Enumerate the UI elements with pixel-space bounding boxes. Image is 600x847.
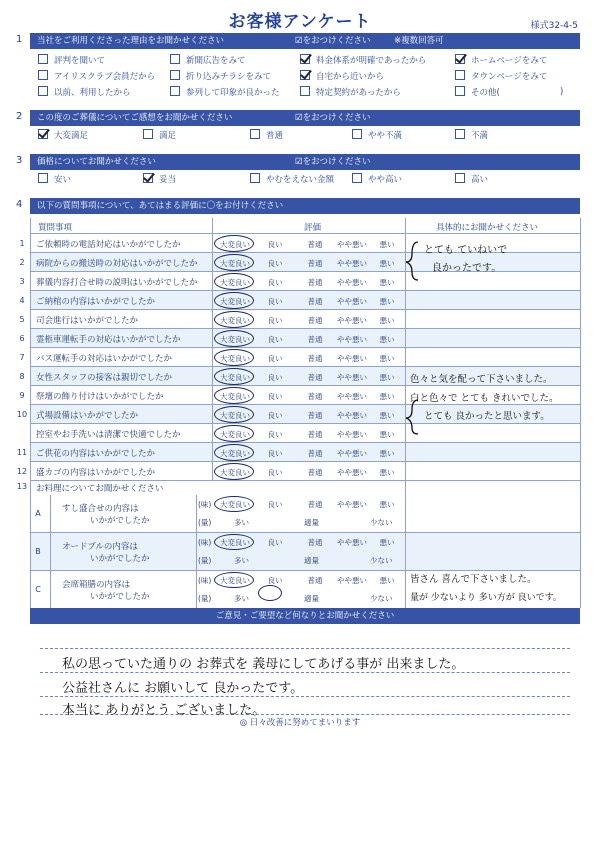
amount-label: (量) <box>198 518 212 527</box>
question-text: 祭壇の飾り付けはいかがでしたか <box>36 392 164 402</box>
rating-option[interactable]: 普通 <box>307 468 323 477</box>
form-title: お客様アンケート <box>228 12 372 32</box>
checkbox-label: ホームページをみて <box>471 56 548 66</box>
rating-option[interactable]: 悪い <box>379 430 395 439</box>
rating-option[interactable]: 大変良い <box>220 335 250 344</box>
taste-rating-option[interactable]: やや悪い <box>337 500 367 509</box>
question-text: ご供花の内容はいかがでしたか <box>36 449 156 459</box>
food-question-line-2: いかがでしたか <box>90 592 150 602</box>
question-text: 霊柩車運転手の対応はいかがでしたか <box>36 335 181 345</box>
rating-option[interactable]: やや悪い <box>337 335 367 344</box>
question-text: ご依頼時の電話対応はいかがでしたか <box>36 240 181 250</box>
comment-q8: 色々と気を配って下さいました。 <box>410 374 553 385</box>
taste-rating-option[interactable]: 大変良い <box>220 576 250 585</box>
row-number: 11 <box>16 448 28 457</box>
checkbox-label: やや高い <box>368 175 403 185</box>
header-evaluation: 評価 <box>304 223 322 233</box>
section-3-number: 3 <box>16 155 23 166</box>
rating-option[interactable]: 悪い <box>379 392 395 401</box>
amount-rating-option[interactable]: 多い <box>234 556 249 565</box>
header-details: 具体的にお聞かせください <box>436 223 539 233</box>
rating-option[interactable]: 大変良い <box>220 392 250 401</box>
rating-option[interactable]: やや悪い <box>337 297 367 306</box>
rating-option[interactable]: 良い <box>267 335 283 344</box>
rating-option[interactable]: 悪い <box>379 335 395 344</box>
rating-option[interactable]: やや悪い <box>337 468 367 477</box>
amount-rating-option[interactable]: 適量 <box>304 594 319 603</box>
rating-option[interactable]: 普通 <box>307 449 323 458</box>
food-letter: B <box>35 547 41 556</box>
checkbox-label: 満足 <box>159 131 177 141</box>
checkbox-label: タウンページをみて <box>471 72 548 82</box>
rating-option[interactable]: 良い <box>267 240 283 249</box>
section-3-heading: 価格についてお聞かせください <box>37 157 156 167</box>
comment-q1-line-2: 良かったです。 <box>432 263 502 274</box>
amount-rating-option[interactable]: 適量 <box>304 556 319 565</box>
amount-label: (量) <box>198 594 212 603</box>
question-text: ご納棺の内容はいかがでしたか <box>36 297 156 307</box>
taste-rating-option[interactable]: 普通 <box>307 576 323 585</box>
food-question-line-1: 会席箱膳の内容は <box>62 580 131 590</box>
checkbox-label: 普通 <box>266 131 284 141</box>
comment-line-1: 私の思っていた通りの お葬式を 義母にしてあげる事が 出来ました。 <box>62 657 465 672</box>
rating-option[interactable]: 大変良い <box>220 430 250 439</box>
rating-option[interactable]: 良い <box>267 373 283 382</box>
row-number: 7 <box>19 353 25 362</box>
food-question-line-2: いかがでしたか <box>90 516 150 526</box>
question-text: 葬儀内容打合せ時の説明はいかがでしたか <box>36 278 198 288</box>
rating-option[interactable]: やや悪い <box>337 411 367 420</box>
rating-option[interactable]: 良い <box>267 411 283 420</box>
rating-option[interactable]: 悪い <box>379 278 395 287</box>
checkbox-label: 特定契約があったから <box>316 88 401 98</box>
rating-option[interactable]: やや悪い <box>337 316 367 325</box>
rating-option[interactable]: やや悪い <box>337 449 367 458</box>
section-4-heading: 以下の質問事項について、あてはまる評価に〇をお付けください <box>37 201 284 211</box>
question-13: お料理についてお聞かせください <box>36 484 164 494</box>
amount-rating-option[interactable]: 適量 <box>304 518 319 527</box>
rating-option[interactable]: 大変良い <box>220 240 250 249</box>
taste-rating-option[interactable]: 悪い <box>379 500 395 509</box>
question-text: 女性スタッフの接客は親切でしたか <box>36 373 173 383</box>
row-number: 10 <box>16 410 28 419</box>
rating-option[interactable]: 良い <box>267 430 283 439</box>
question-text: 病院からの搬送時の対応はいかがでしたか <box>36 259 198 269</box>
rating-option[interactable]: やや悪い <box>337 373 367 382</box>
rating-option[interactable]: 大変良い <box>220 354 250 363</box>
section-4-number: 4 <box>16 199 23 210</box>
checkbox-label: 新聞広告をみて <box>186 56 246 66</box>
rating-option[interactable]: 大変良い <box>220 373 250 382</box>
checkbox-label: アイリスクラブ会員だから <box>54 72 156 82</box>
section-2-heading: この度のご葬儀についてご感想をお聞かせください <box>37 113 233 123</box>
rating-option[interactable]: 大変良い <box>220 411 250 420</box>
rating-option[interactable]: 大変良い <box>220 259 250 268</box>
checkbox-label: やや不満 <box>368 131 403 141</box>
rating-option[interactable]: 良い <box>267 449 283 458</box>
row-number: 2 <box>19 258 25 267</box>
food-letter: C <box>35 585 41 594</box>
amount-rating-option[interactable]: 多い <box>234 518 249 527</box>
rating-option[interactable]: 普通 <box>307 278 323 287</box>
rating-option[interactable]: 大変良い <box>220 316 250 325</box>
checkbox-label: 高い <box>471 175 489 185</box>
taste-rating-option[interactable]: 悪い <box>379 538 395 547</box>
rating-option[interactable]: 悪い <box>379 297 395 306</box>
rating-option[interactable]: 悪い <box>379 316 395 325</box>
rating-option[interactable]: 良い <box>267 354 283 363</box>
rating-option[interactable]: やや悪い <box>337 354 367 363</box>
question-text: 司会進行はいかがでしたか <box>36 316 139 326</box>
food-question-line-1: オードブルの内容は <box>62 542 138 552</box>
rating-option[interactable]: 悪い <box>379 373 395 382</box>
taste-rating-option[interactable]: 普通 <box>307 538 323 547</box>
rating-option[interactable]: 普通 <box>307 392 323 401</box>
rating-option[interactable]: 普通 <box>307 259 323 268</box>
rating-option[interactable]: 良い <box>267 468 283 477</box>
comment-food-c-line-2: 量が 少ないより 多い方が 良いです。 <box>410 593 562 603</box>
rating-option[interactable]: 普通 <box>307 430 323 439</box>
amount-rating-option[interactable]: 少ない <box>370 518 393 527</box>
comment-food-c-line-1: 皆さん 喜んで下さいました。 <box>410 574 537 585</box>
rating-option[interactable]: 普通 <box>307 297 323 306</box>
checkbox-label: 大変満足 <box>54 131 89 141</box>
rating-option[interactable]: 良い <box>267 278 283 287</box>
amount-rating-option[interactable]: 少ない <box>370 556 393 565</box>
rating-option[interactable]: 悪い <box>379 259 395 268</box>
rating-option[interactable]: 普通 <box>307 354 323 363</box>
checkbox-label: 妥当 <box>159 175 177 185</box>
row-number: 1 <box>19 239 25 248</box>
comment-line-3: 本当に ありがとう ございました。 <box>62 703 266 718</box>
rating-option[interactable]: 悪い <box>379 449 395 458</box>
rating-option[interactable]: やや悪い <box>337 430 367 439</box>
rating-option[interactable]: 悪い <box>379 411 395 420</box>
rating-option[interactable]: 普通 <box>307 316 323 325</box>
comment-q1-line-1: とても ていねいで <box>424 245 508 256</box>
taste-rating-option[interactable]: 普通 <box>307 500 323 509</box>
checkbox-label: 安い <box>54 175 72 185</box>
checkbox-label: 自宅から近いから <box>316 72 385 82</box>
checkbox-label: その他( <box>471 88 500 98</box>
question-text: 盛カゴの内容はいかがでしたか <box>36 468 156 478</box>
rating-option[interactable]: 良い <box>267 316 283 325</box>
question-text: バス運転手の対応はいかがでしたか <box>36 354 173 364</box>
checkbox-label: 折り込みチラシをみて <box>186 72 272 82</box>
row-number: 3 <box>19 277 25 286</box>
rating-option[interactable]: 悪い <box>379 468 395 477</box>
checkbox-label: やむをえない金額 <box>266 175 335 185</box>
taste-rating-option[interactable]: 良い <box>267 500 283 509</box>
taste-label: (味) <box>198 538 212 547</box>
rating-option[interactable]: 普通 <box>307 240 323 249</box>
rating-option[interactable]: やや悪い <box>337 278 367 287</box>
section-1-number: 1 <box>16 34 23 45</box>
amount-rating-option[interactable]: 少ない <box>370 594 393 603</box>
form-number: 様式32-4-5 <box>530 21 578 31</box>
comment-q10: とても 良かったと思います。 <box>424 411 550 422</box>
taste-rating-option[interactable]: 大変良い <box>220 500 250 509</box>
section-3-hint: ☑をおつけください <box>295 157 371 167</box>
rating-option[interactable]: 良い <box>267 297 283 306</box>
row-number: 6 <box>19 334 25 343</box>
checkbox-label: 評判を聞いて <box>54 56 106 66</box>
section-2-hint: ☑をおつけください <box>295 113 371 123</box>
rating-option[interactable]: 大変良い <box>220 449 250 458</box>
rating-option[interactable]: 良い <box>267 259 283 268</box>
question-text: 控室やお手洗いは清潔で快適でしたか <box>36 430 181 440</box>
taste-rating-option[interactable]: 良い <box>267 538 283 547</box>
taste-rating-option[interactable]: やや悪い <box>337 538 367 547</box>
row-number: 4 <box>19 296 25 305</box>
checkbox-label: 不満 <box>471 131 489 141</box>
header-question: 質問事項 <box>38 223 73 233</box>
rating-option[interactable]: 大変良い <box>220 468 250 477</box>
checkbox-label: 以前、利用したから <box>54 88 131 98</box>
section-2-number: 2 <box>16 111 23 122</box>
rating-option[interactable]: 大変良い <box>220 278 250 287</box>
amount-label: (量) <box>198 556 212 565</box>
taste-rating-option[interactable]: 悪い <box>379 576 395 585</box>
comment-q9: 白と色々で とても きれいでした。 <box>410 393 559 404</box>
rating-option[interactable]: 悪い <box>379 240 395 249</box>
taste-rating-option[interactable]: やや悪い <box>337 576 367 585</box>
food-letter: A <box>35 509 41 518</box>
comment-line-2: 公益社さんに お願いして 良かったです。 <box>62 681 304 696</box>
section-1-hint: ☑をおつけください <box>295 36 371 46</box>
rating-option[interactable]: やや悪い <box>337 259 367 268</box>
rating-option[interactable]: 普通 <box>307 335 323 344</box>
taste-label: (味) <box>198 500 212 509</box>
section-1-multi-note: ※複数回答可 <box>394 36 444 46</box>
rating-option[interactable]: 普通 <box>307 411 323 420</box>
other-close-paren: ) <box>560 87 564 97</box>
checkbox-label: 参列して印象が良かった <box>186 88 280 98</box>
footer-note: ◎ 日々改善に努めてまいります <box>239 718 361 728</box>
amount-rating-option[interactable]: 多い <box>234 594 249 603</box>
row-number: 5 <box>19 315 25 324</box>
question-text: 式場設備はいかがでしたか <box>36 411 139 421</box>
food-question-line-1: すし盛合せの内容は <box>62 504 139 514</box>
comment-bar: ご意見・ご要望など何なりとお聞かせください <box>30 608 580 624</box>
rating-option[interactable]: 普通 <box>307 373 323 382</box>
rating-option[interactable]: 良い <box>267 392 283 401</box>
checkbox-label: 料金体系が明確であったから <box>316 56 427 66</box>
rating-option[interactable]: 大変良い <box>220 297 250 306</box>
taste-label: (味) <box>198 576 212 585</box>
row-number-13: 13 <box>16 482 28 491</box>
row-number: 12 <box>16 467 28 476</box>
taste-rating-option[interactable]: 良い <box>267 576 283 585</box>
row-number: 8 <box>19 372 25 381</box>
row-number: 9 <box>19 391 25 400</box>
rating-option[interactable]: やや悪い <box>337 392 367 401</box>
rating-option[interactable]: 悪い <box>379 354 395 363</box>
food-question-line-2: いかがでしたか <box>90 554 150 564</box>
section-1-heading: 当社をご利用くださった理由をお聞かせください <box>37 36 225 46</box>
taste-rating-option[interactable]: 大変良い <box>220 538 250 547</box>
rating-option[interactable]: やや悪い <box>337 240 367 249</box>
